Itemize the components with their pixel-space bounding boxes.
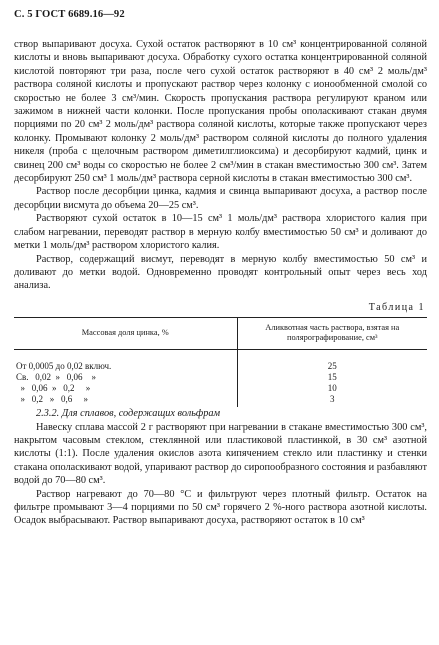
- paragraph-filtration: Раствор нагревают до 70—80 °С и фильтруют через плотный фильтр. Остаток на фильтре промывают 3—4 порциями по 50 см³ горячего 2 %-ного раствора азотной кислоты. Осадок выбрасывают. Раствор выпаривают досуха, растворяют остаток в 10 см³: [14, 488, 427, 527]
- table-row: [14, 382, 427, 393]
- table-row: [14, 350, 427, 372]
- section-heading: 2.3.2. Для сплавов, содержащих вольфрам: [36, 408, 221, 420]
- table-cell-aliquot: 25: [237, 350, 427, 372]
- table-header-zinc-fraction: Массовая доля цинка, %: [14, 318, 237, 350]
- aliquot-table: [14, 317, 427, 407]
- table-cell-aliquot: 15: [237, 371, 427, 382]
- paragraph-bismuth-solution: Раствор, содержащий висмут, переводят в мерную колбу вместимостью 50 см³ и доливают до метки водой. Одновременно проводят контрольный опыт через весь ход анализа.: [14, 253, 427, 292]
- page-content: [14, 38, 427, 528]
- table-caption: Таблица 1: [368, 301, 425, 313]
- table-row: [14, 371, 427, 382]
- table-cell-range: » 0,2 » 0,6 »: [16, 393, 88, 404]
- table-header-aliquot: Аликвотная часть раствора, взятая на полярографирование, см³: [237, 318, 427, 350]
- table-cell-range: Св. 0,02 » 0,06 »: [16, 371, 97, 382]
- table-cell-aliquot: 10: [237, 382, 427, 393]
- page-header: С. 5 ГОСТ 6689.16—92: [14, 9, 125, 20]
- paragraph-sample-dissolution: Навеску сплава массой 2 г растворяют при нагревании в стакане вместимостью 300 см³, накрытом часовым стеклом, стеклянной или пластиковой пластинкой, в 30 см³ азотной кислоты (1:1). После удаления окислов азота кипячением стекло или пластинку и стенки стакана ополаскивают водой, упаривают раствор до сиропообразного состояния и разбавляют водой до 70—80 см³.: [14, 421, 427, 487]
- table-cell-aliquot: 3: [237, 393, 427, 407]
- table-row: [14, 393, 427, 407]
- paragraph-continuation: створ выпаривают досуха. Сухой остаток растворяют в 10 см³ концентрированной соляной кислоты и вновь выпаривают досуха. Обработку сухого остатка концентрированной соляной кислотой повторяют три раза, после чего сухой остаток растворяют в 40 см³ 2 моль/дм³ раствора соляной кислоты и пропускают раствор через колонку с ионообменной смолой со скоростью не более 3 см³/мин. Скорость пропускания раствора регулируют краном или зажимом в нижней части колонки. После пропускания пробы ополаскивают стакан двумя порциями по 20 см³ 2 моль/дм³ раствора соляной кислоты, которые также пропускают через колонку. Промывают колонку 2 моль/дм³ раствором соляной кислоты до полного удаления никеля (проба с щелочным раствором диметилглиоксима) и десорбируют кадмий, цинк и свинец 200 см³ воды со скоростью не более 2 см³/мин в стакан вместимостью 300 см³. Затем десорбируют 250 см³ 1 моль/дм³ раствора серной кислоты в стакан вместимостью 300 см³.: [14, 39, 427, 185]
- table-cell-range: От 0,0005 до 0,02 включ.: [16, 360, 112, 371]
- paragraph-desorption: Раствор после десорбции цинка, кадмия и свинца выпаривают досуха, а раствор после десорбции висмута до объема 20—25 см³.: [14, 186, 427, 211]
- table-cell-range: » 0,06 » 0,2 »: [16, 382, 91, 393]
- paragraph-dissolve-residue: Растворяют сухой остаток в 10—15 см³ 1 моль/дм³ раствора хлористого калия при слабом нагревании, переводят раствор в мерную колбу вместимостью 50 см³ и доливают до метки 1 моль/дм³ раствором хлористого калия.: [14, 213, 427, 252]
